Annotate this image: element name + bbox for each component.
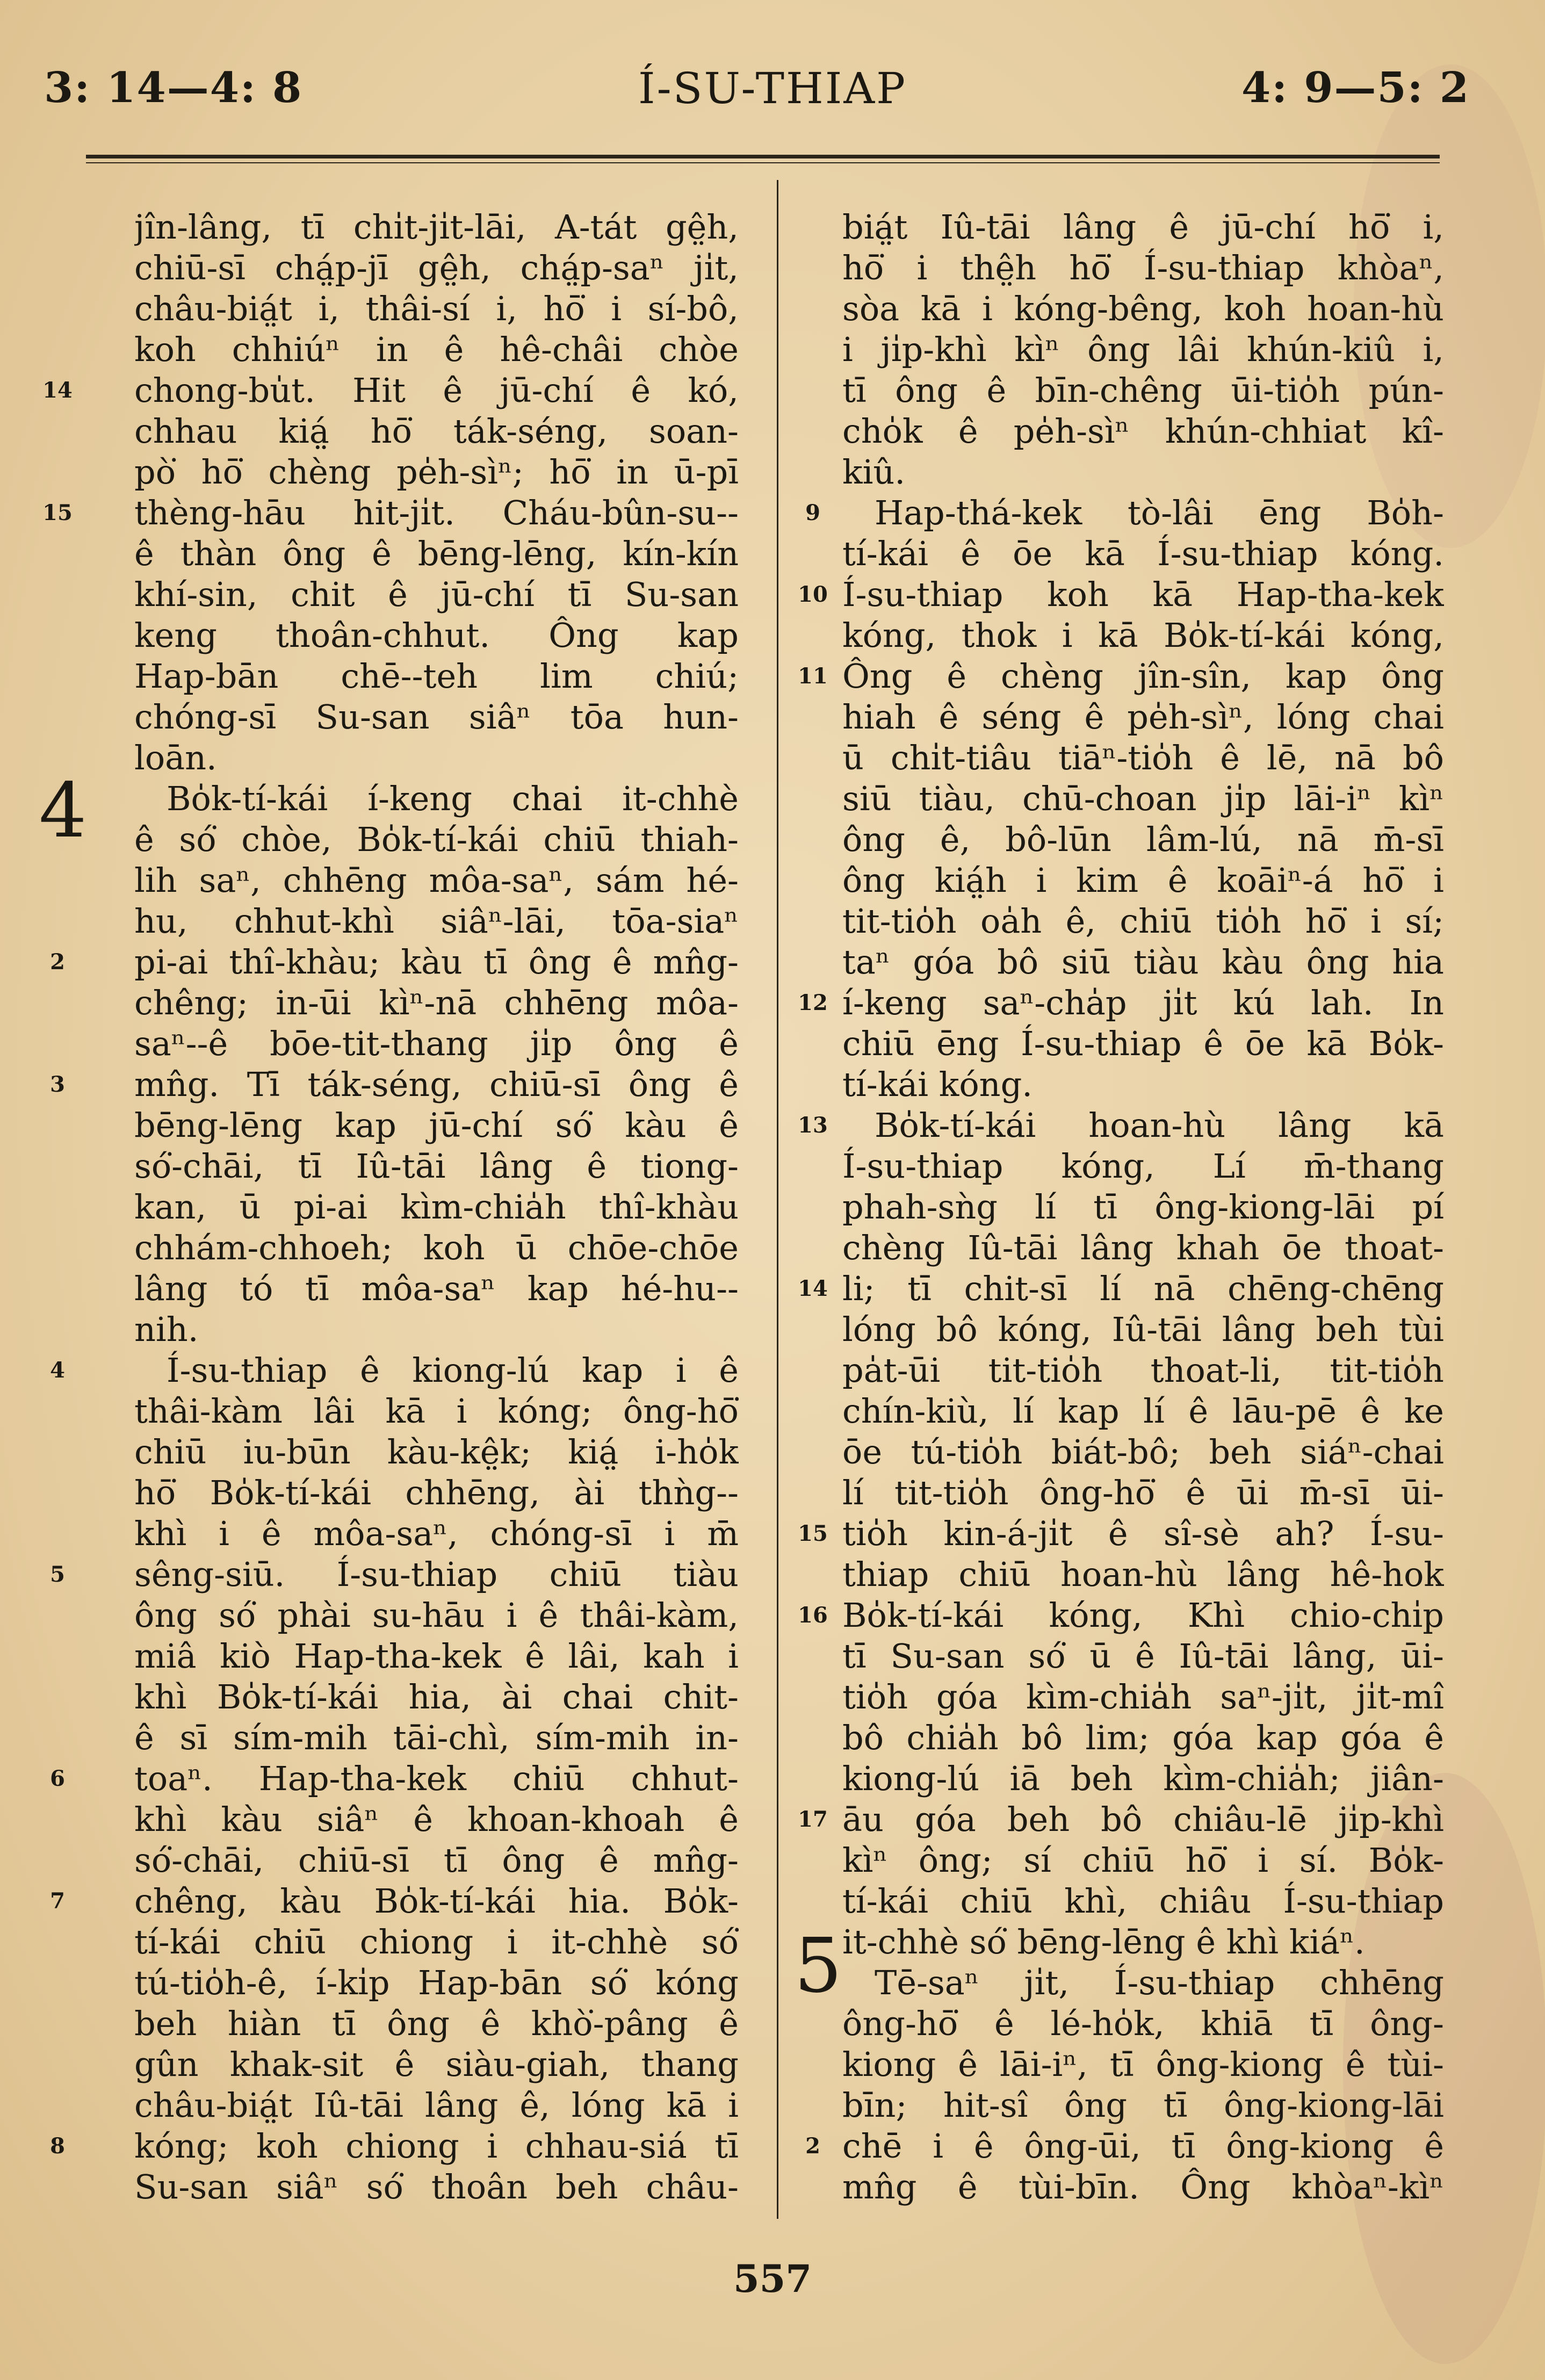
- text-line: biá̤t Iû-tāi lâng ê jū-chí hō͘ i,: [842, 207, 1444, 247]
- text-line: châu-biá̤t Iû-tāi lâng ê, lóng kā i: [134, 2086, 739, 2125]
- text-line: lóng bô kóng, Iû-tāi lâng beh tùi: [842, 1310, 1444, 1349]
- text-line: Bo̍k-tí-kái kóng, Khì chio-chi̍p: [842, 1596, 1444, 1635]
- text-line: chong-bu̍t. Hit ê jū-chí ê kó,: [134, 371, 739, 410]
- verse-number: 14: [42, 378, 73, 403]
- text-line: khì i ê môa-saⁿ, chóng-sī i m̄: [134, 1514, 739, 1553]
- left-verse-gutter: [39, 207, 87, 2227]
- text-line: hō͘ i thê̤h hō͘ Í-su-thiap khòaⁿ,: [842, 248, 1444, 287]
- text-line: ê thàn ông ê bēng-lēng, kín-kín: [134, 534, 739, 573]
- text-line: bīn; hit-sî ông tī ông-kiong-lāi: [842, 2086, 1444, 2125]
- text-line: tí-kái kóng.: [842, 1065, 1033, 1104]
- text-line: gûn khak-sit ê siàu-giah, thang: [134, 2045, 739, 2084]
- verse-number: 10: [798, 582, 828, 607]
- column-divider: [777, 180, 778, 2219]
- text-line: kóng, thok i kā Bo̍k-tí-kái kóng,: [842, 616, 1444, 655]
- chapter-number: 5: [794, 1922, 842, 2010]
- text-line: chē i ê ông-ūi, tī ông-kiong ê: [842, 2126, 1444, 2166]
- text-line: kìⁿ ông; sí chiū hō͘ i sí. Bo̍k-: [842, 1841, 1444, 1880]
- text-line: hiah ê séng ê pe̍h-sìⁿ, lóng chai: [842, 697, 1444, 737]
- text-line: āu góa beh bô chiâu-lē ji̍p-khì: [842, 1800, 1444, 1839]
- text-line: pò͘ hō͘ chèng pe̍h-sìⁿ; hō͘ in ū-pī: [134, 452, 739, 492]
- text-line: Su-san siâⁿ só͘ thoân beh châu-: [134, 2167, 739, 2206]
- verse-number: 16: [798, 1603, 828, 1628]
- text-line: cho̍k ê pe̍h-sìⁿ khún-chhiat kî-: [842, 412, 1444, 451]
- text-line: taⁿ góa bô siū tiàu kàu ông hia: [842, 942, 1444, 982]
- text-line: só͘-chāi, chiū-sī tī ông ê mn̂g-: [134, 1841, 739, 1880]
- verse-number: 2: [805, 2133, 820, 2159]
- header-book-title: Í-SU-THIAP: [638, 63, 907, 113]
- header-rule: [86, 155, 1440, 158]
- text-line: Hap-bān chē--teh lim chiú;: [134, 657, 739, 696]
- verse-number: 6: [50, 1766, 65, 1791]
- text-line: chhám-chhoeh; koh ū chōe-chōe: [134, 1228, 739, 1267]
- text-line: châu-biá̤t i, thâi-sí i, hō͘ i sí-bô,: [134, 289, 739, 328]
- text-line: chiū-sī chá̤p-jī gê̤h, chá̤p-saⁿ ji̍t,: [134, 248, 739, 287]
- text-line: li; tī chit-sī lí nā chēng-chēng: [842, 1269, 1444, 1308]
- running-header: [0, 63, 1545, 128]
- text-line: phah-sǹg lí tī ông-kiong-lāi pí: [842, 1187, 1444, 1227]
- text-line: i ji̍p-khì kìⁿ ông lâi khún-kiû i,: [842, 330, 1444, 369]
- text-line: Tē-saⁿ ji̍t, Í-su-thiap chhēng: [875, 1963, 1444, 2002]
- text-line: thèng-hāu hit-ji̍t. Cháu-bûn-su--: [134, 493, 739, 532]
- text-line: keng thoân-chhut. Ông kap: [134, 616, 739, 655]
- text-line: Í-su-thiap ê kiong-lú kap i ê: [167, 1351, 739, 1390]
- verse-number: 4: [50, 1358, 65, 1383]
- text-line: lí tit-tio̍h ông-hō͘ ê ūi m̄-sī ūi-: [842, 1473, 1444, 1512]
- text-line: chêng, kàu Bo̍k-tí-kái hia. Bo̍k-: [134, 1881, 739, 1921]
- text-line: ê sī sím-mih tāi-chì, sím-mih in-: [134, 1718, 739, 1757]
- text-line: hu, chhut-khì siâⁿ-lāi, tōa-siaⁿ: [134, 901, 739, 941]
- right-verse-gutter: [794, 207, 842, 2227]
- text-line: kan, ū pi-ai kìm-chia̍h thî-khàu: [134, 1187, 739, 1227]
- text-line: mn̂g ê tùi-bīn. Ông khòaⁿ-kìⁿ: [842, 2167, 1444, 2206]
- text-line: chêng; in-ūi kìⁿ-nā chhēng môa-: [134, 983, 739, 1022]
- text-line: tit-tio̍h oa̍h ê, chiū tio̍h hō͘ i sí;: [842, 901, 1444, 941]
- text-line: tio̍h góa kìm-chia̍h saⁿ-ji̍t, ji̍t-mî: [842, 1677, 1444, 1717]
- text-line: ông ê, bô-lūn lâm-lú, nā m̄-sī: [842, 820, 1444, 859]
- text-line: Hap-thá-kek tò-lâi ēng Bo̍h-: [875, 493, 1444, 532]
- text-line: bēng-lēng kap jū-chí só͘ kàu ê: [134, 1106, 739, 1145]
- page-number: 557: [733, 2256, 812, 2301]
- text-line: ông kiá̤h i kim ê koāiⁿ-á hō͘ i: [842, 861, 1444, 900]
- text-line: siū tiàu, chū-choan ji̍p lāi-iⁿ kìⁿ: [842, 779, 1444, 818]
- text-line: kiû.: [842, 452, 906, 492]
- text-line: chiū ēng Í-su-thiap ê ōe kā Bo̍k-: [842, 1024, 1444, 1063]
- text-line: kiong-lú iā beh kìm-chia̍h; jiân-: [842, 1759, 1444, 1798]
- text-line: lih saⁿ, chhēng môa-saⁿ, sám hé-: [134, 861, 739, 900]
- text-line: Bo̍k-tí-kái í-keng chai it-chhè: [167, 779, 739, 818]
- verse-number: 5: [50, 1562, 65, 1587]
- verse-number: 12: [798, 990, 828, 1015]
- text-line: chóng-sī Su-san siâⁿ tōa hun-: [134, 697, 739, 737]
- text-line: tio̍h kin-á-ji̍t ê sî-sè ah? Í-su-: [842, 1514, 1444, 1553]
- text-line: kiong ê lāi-iⁿ, tī ông-kiong ê tùi-: [842, 2045, 1444, 2084]
- text-line: ōe tú-tio̍h biát-bô; beh siáⁿ-chai: [842, 1432, 1444, 1472]
- text-line: pa̍t-ūi tit-tio̍h thoat-li, tit-tio̍h: [842, 1351, 1444, 1390]
- text-line: Í-su-thiap kóng, Lí m̄-thang: [842, 1146, 1444, 1186]
- text-line: toaⁿ. Hap-tha-kek chiū chhut-: [134, 1759, 739, 1798]
- text-line: sòa kā i kóng-bêng, koh hoan-hù: [842, 289, 1444, 328]
- verse-number: 7: [50, 1888, 65, 1914]
- text-line: chhau kiá̤ hō͘ ták-séng, soan-: [134, 412, 739, 451]
- text-line: khì Bo̍k-tí-kái hia, ài chai chit-: [134, 1677, 739, 1717]
- text-line: beh hiàn tī ông ê khò͘-pâng ê: [134, 2004, 739, 2043]
- verse-number: 2: [50, 949, 65, 975]
- verse-number: 8: [50, 2133, 65, 2159]
- text-line: tí-kái ê ōe kā Í-su-thiap kóng.: [842, 534, 1444, 573]
- text-line: tí-kái chiū chiong i it-chhè só͘: [134, 1922, 739, 1961]
- text-line: chiū iu-būn kàu-kê̤k; kiá̤ i-ho̍k: [134, 1432, 739, 1472]
- text-line: Bo̍k-tí-kái hoan-hù lâng kā: [875, 1106, 1444, 1145]
- text-line: bô chia̍h bô lim; góa kap góa ê: [842, 1718, 1444, 1757]
- text-line: tú-tio̍h-ê, í-ki̍p Hap-bān só͘ kóng: [134, 1963, 739, 2002]
- chapter-number: 4: [39, 767, 87, 855]
- verse-number: 3: [50, 1072, 65, 1097]
- verse-number: 15: [798, 1521, 828, 1546]
- verse-number: 13: [798, 1113, 828, 1138]
- text-line: tí-kái chiū khì, chiâu Í-su-thiap: [842, 1881, 1444, 1921]
- text-line: nih.: [134, 1310, 199, 1349]
- text-line: loān.: [134, 738, 217, 777]
- text-line: koh chhiúⁿ in ê hê-châi chòe: [134, 330, 739, 369]
- header-right-reference: 4: 9—5: 2: [1241, 63, 1470, 112]
- text-line: saⁿ--ê bōe-tit-thang ji̍p ông ê: [134, 1024, 739, 1063]
- verse-number: 14: [798, 1276, 828, 1301]
- text-line: ū chi̍t-tiâu tiāⁿ-tio̍h ê lē, nā bô: [842, 738, 1444, 777]
- text-line: jîn-lâng, tī chi̍t-ji̍t-lāi, A-tát gê̤h,: [134, 207, 739, 247]
- text-line: tī Su-san só͘ ū ê Iû-tāi lâng, ūi-: [842, 1636, 1444, 1676]
- text-line: í-keng saⁿ-cha̍p ji̍t kú lah. In: [842, 983, 1444, 1022]
- text-line: thâi-kàm lâi kā i kóng; ông-hō͘: [134, 1391, 739, 1431]
- header-left-reference: 3: 14—4: 8: [44, 63, 303, 112]
- left-text-column: [134, 207, 739, 2227]
- verse-number: 15: [42, 500, 73, 525]
- verse-number: 9: [805, 500, 820, 525]
- text-line: pi-ai thî-khàu; kàu tī ông ê mn̂g-: [134, 942, 739, 982]
- right-text-column: [842, 207, 1444, 2227]
- text-line: khì kàu siâⁿ ê khoan-khoah ê: [134, 1800, 739, 1839]
- text-line: miâ kiò Hap-tha-kek ê lâi, kah i: [134, 1636, 739, 1676]
- text-line: tī ông ê bīn-chêng ūi-tio̍h pún-: [842, 371, 1444, 410]
- text-line: chín-kiù, lí kap lí ê lāu-pē ê ke: [842, 1391, 1444, 1431]
- text-line: só͘-chāi, tī Iû-tāi lâng ê tiong-: [134, 1146, 739, 1186]
- text-line: khí-sin, chit ê jū-chí tī Su-san: [134, 575, 739, 614]
- text-line: ông só͘ phài su-hāu i ê thâi-kàm,: [134, 1596, 739, 1635]
- text-line: lâng tó tī môa-saⁿ kap hé-hu--: [134, 1269, 739, 1308]
- text-line: chèng Iû-tāi lâng khah ōe thoat-: [842, 1228, 1444, 1267]
- text-line: sêng-siū. Í-su-thiap chiū tiàu: [134, 1555, 739, 1594]
- text-line: thiap chiū hoan-hù lâng hê-hok: [842, 1555, 1444, 1594]
- text-line: Í-su-thiap koh kā Hap-tha-kek: [842, 575, 1444, 614]
- text-line: ông-hō͘ ê lé-ho̍k, khiā tī ông-: [842, 2004, 1444, 2043]
- text-line: hō͘ Bo̍k-tí-kái chhēng, ài thǹg--: [134, 1473, 739, 1512]
- text-line: it-chhè só͘ bēng-lēng ê khì kiáⁿ.: [842, 1922, 1365, 1961]
- text-line: Ông ê chèng jîn-sîn, kap ông: [842, 657, 1444, 696]
- text-line: mn̂g. Tī ták-séng, chiū-sī ông ê: [134, 1065, 739, 1104]
- header-rule-thin: [86, 162, 1440, 163]
- text-line: kóng; koh chiong i chhau-siá tī: [134, 2126, 739, 2166]
- verse-number: 17: [798, 1807, 828, 1832]
- verse-number: 11: [798, 663, 828, 689]
- text-line: ê só͘ chòe, Bo̍k-tí-kái chiū thiah-: [134, 820, 739, 859]
